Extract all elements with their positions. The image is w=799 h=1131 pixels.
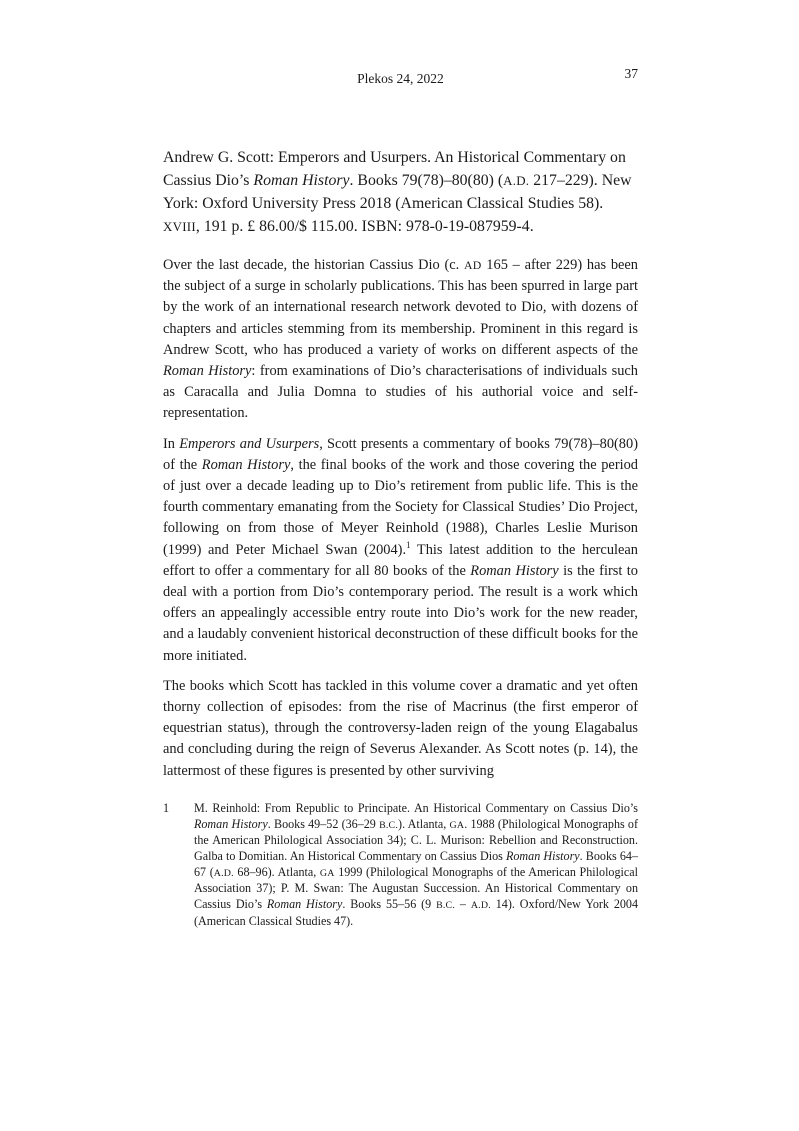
- text-run: . Books 49–52 (36–29: [267, 816, 380, 831]
- page-number: 37: [624, 66, 638, 81]
- text-run: AD: [464, 258, 482, 272]
- journal-title: Plekos 24, 2022: [357, 71, 444, 86]
- text-run: 14). Oxford/New York 2004 (American Classical Studies 47).: [194, 897, 639, 928]
- text-run: Over the last decade, the historian Cassius Dio (c.: [163, 257, 465, 273]
- footnote-number: 1: [163, 800, 170, 815]
- text-run: In: [163, 435, 180, 452]
- text-run: , 191 p. £ 86.00/$ 115.00. ISBN: 978-0-19-087959-4.: [195, 218, 534, 235]
- text-run: Roman History: [266, 897, 343, 912]
- text-run: Roman History: [201, 456, 291, 473]
- text-run: XVIII: [163, 219, 196, 234]
- text-run: M. Reinhold: From Republic to Principate. An Historical Commentary on Cassius Dio’s: [194, 800, 638, 815]
- text-run: . Books 55–56 (9: [342, 897, 437, 912]
- text-run: GA: [449, 819, 465, 831]
- text-run: , the final books of the work and those covering the period of just over a decade leading up to Dio’s retirement from public life. This is the fourth commentary emanating from the Society for Classical Studies’ Dio Project, following on from those of Meyer Reinhold (1988), Charles Leslie Murison (1999) and Peter Michael Swan (2004).: [163, 456, 639, 558]
- running-header: [163, 66, 638, 87]
- paragraph: [163, 434, 638, 667]
- text-run: Roman History: [505, 848, 580, 863]
- text-run: Roman History: [470, 562, 559, 579]
- text-run: : from examinations of Dio’s characterisations of individuals such as Caracalla and Julia Domna to studies of his authorial voice and self-representation.: [163, 363, 638, 422]
- text-run: A.D.: [503, 173, 530, 188]
- review-title: [163, 146, 638, 238]
- text-run: –: [455, 897, 471, 912]
- text-run: B.C.: [436, 900, 456, 912]
- text-run: 217–229). New York: Oxford University Press 2018 (American Classical Studies 58).: [163, 172, 632, 212]
- paragraph: [163, 255, 638, 425]
- text-run: Andrew G. Scott: Emperors and Usurpers. An Historical Commentary on Cassius Dio’s: [163, 149, 626, 189]
- text-run: Roman History: [253, 172, 350, 189]
- footnotes-section: [163, 801, 638, 930]
- text-run: 1999 (Philological Monographs of the American Philological Association 37); P. M. Swan: The Augustan Succession. An Historical Commentary on Cassius Dio’s: [194, 864, 638, 912]
- text-run: Roman History: [163, 363, 252, 380]
- text-run: A.D.: [470, 900, 491, 912]
- text-run: This latest addition to the herculean effort to offer a commentary for all 80 books of the: [163, 541, 638, 579]
- footnote: [163, 801, 638, 930]
- paragraph: [163, 676, 638, 782]
- text-run: . Books 79(78)–80(80) (: [349, 172, 504, 189]
- text-run: GA: [319, 867, 335, 879]
- text-run: ). Atlanta,: [398, 816, 450, 831]
- text-run: 165 – after 229) has been the subject of a surge in scholarly publications. This has been spurred in large part by the work of an international research network devoted to Dio, with dozens of chapters and articles stemming from its membership. Prominent in this regard is Andrew Scott, who has produced a variety of works on different aspects of the: [163, 257, 638, 358]
- text-run: The books which Scott has tackled in this volume cover a dramatic and yet often thorny collection of episodes: from the rise of Macrinus (the first emperor of equestrian status), through the controversy-laden reign of the young Elagabalus and concluding during the reign of Severus Alexander. As Scott notes (p. 14), the lattermost of these figures is presented by other surviving: [163, 677, 638, 779]
- text-run: Roman History: [194, 816, 268, 831]
- footnote-text: [194, 801, 638, 930]
- footnote-reference: 1: [406, 539, 411, 550]
- text-run: A.D.: [213, 867, 234, 879]
- text-run: 68–96). Atlanta,: [233, 864, 320, 879]
- text-run: . Books 64–67 (: [194, 848, 638, 879]
- text-run: , Scott presents a commentary of books 79(78)–80(80) of the: [163, 435, 638, 473]
- review-body: [163, 255, 638, 782]
- text-run: . 1988 (Philological Monographs of the American Philological Association 34); C. L. Murison: Rebellion and Reconstruction. Galba to Domitian. An Historical Commentary on Cassius Dios: [194, 816, 638, 863]
- text-run: is the first to deal with a portion from Dio’s contemporary period. The result is a work which offers an appealingly accessible entry route into Dio’s work for the new reader, and a laudably convenient historical deconstruction of these difficult books for the more initiated.: [163, 562, 638, 664]
- text-run: B.C.: [379, 819, 399, 831]
- page-content: [163, 146, 638, 930]
- text-run: Emperors and Usurpers: [179, 435, 320, 452]
